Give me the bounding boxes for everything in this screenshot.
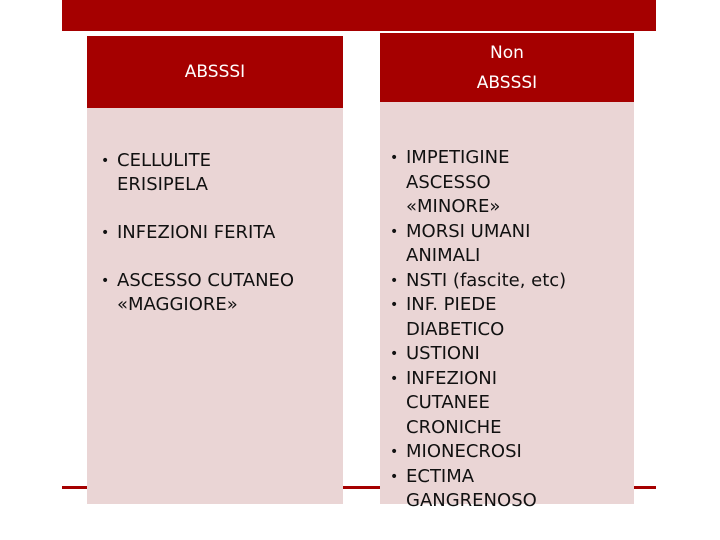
list-item: • INFEZIONI CUTANEE CRONICHE [388, 367, 632, 441]
list-item: • CELLULITE ERISIPELA [99, 149, 339, 197]
list-item: • INF. PIEDE DIABETICO [388, 293, 632, 342]
list-item: • NSTI (fascite, etc) [388, 269, 632, 294]
non-absssi-column [380, 33, 634, 511]
absssi-list [99, 149, 339, 341]
absssi-body [87, 108, 343, 504]
list-item: • MORSI UMANI ANIMALI [388, 220, 632, 269]
non-absssi-list [388, 146, 632, 514]
non-absssi-body [380, 102, 634, 511]
list-item: • MIONECROSI [388, 440, 632, 465]
list-item: • USTIONI [388, 342, 632, 367]
absssi-column [87, 36, 343, 504]
list-item: • ECTIMA GANGRENOSO [388, 465, 632, 514]
non-absssi-header-label: Non ABSSSI [476, 42, 538, 93]
list-item: • INFEZIONI FERITA [99, 221, 339, 245]
list-item: • ASCESSO CUTANEO «MAGGIORE» [99, 269, 339, 317]
absssi-header-label: ABSSSI [184, 62, 246, 82]
list-item: • IMPETIGINE ASCESSO «MINORE» [388, 146, 632, 220]
top-accent-bar [62, 0, 656, 31]
absssi-header [87, 36, 343, 108]
non-absssi-header [380, 33, 634, 102]
